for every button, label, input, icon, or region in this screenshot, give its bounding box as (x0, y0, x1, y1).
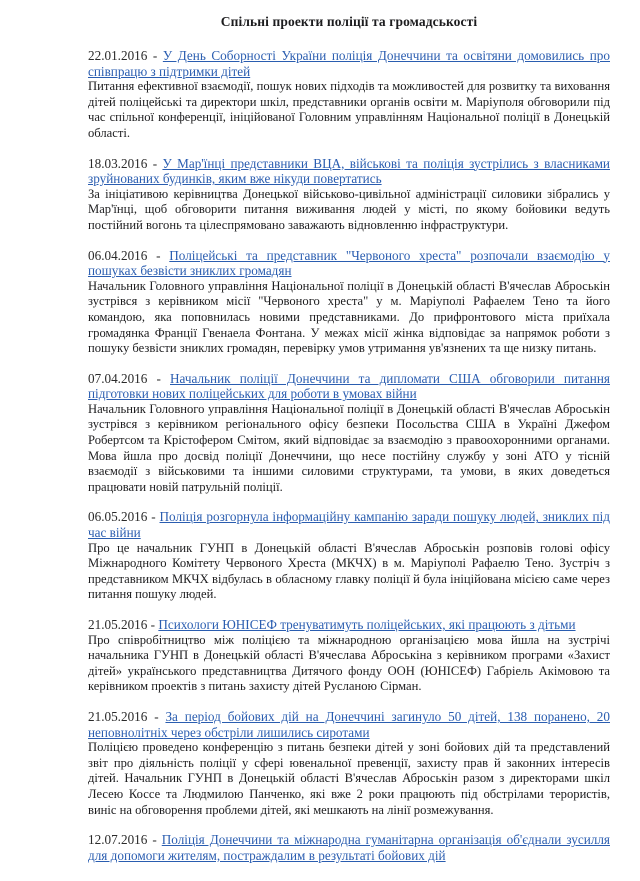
entry-link[interactable]: За період бойових дій на Донеччині загинуло 50 дітей, 138 поранено, 20 неповнолітніх через обстріли лишились сиротами (88, 708, 610, 740)
news-entry-3 (88, 248, 610, 357)
entry-link[interactable]: Поліцейські та представник "Червоного хреста" розпочали взаємодію у пошуках безвісти зниклих громадян (88, 247, 610, 279)
entry-date: 21.05.2016 (88, 708, 148, 724)
news-entry-8 (88, 832, 610, 863)
news-entry-7 (88, 709, 610, 818)
entry-link[interactable]: Психологи ЮНІСЕФ тренуватимуть поліцейських, які працюють з дітьми (158, 617, 576, 632)
news-entry-6 (88, 617, 610, 695)
entry-date: 06.05.2016 (88, 509, 148, 525)
entry-dash: - (147, 247, 170, 263)
entry-link[interactable]: У Мар'їнці представники ВЦА, військові та поліція зустрілись з власниками зруйнованих будинків, яким вже нікуди повертатись (88, 155, 610, 187)
entry-link[interactable]: Поліція Донеччини та міжнародна гуманітарна організація об'єднали зусилля для допомоги жителям, постраждалим в результаті бойових дій (88, 832, 610, 863)
news-entry-4 (88, 371, 610, 496)
entry-header (88, 509, 610, 540)
entry-dash: - (147, 155, 163, 171)
entry-header (88, 48, 610, 79)
entry-text: За ініціативою керівництва Донецької військово-цивільної адміністрації силовики зібрались у Мар'їнці, щоб обговорити питання виживання людей у місті, по якому бойовики ведуть постійний вогонь та цілеспрямовано заважають відновленню інфраструктури. (88, 186, 610, 232)
entry-date: 06.04.2016 (88, 247, 148, 263)
entry-header (88, 248, 610, 279)
entry-dash: - (147, 832, 162, 848)
entry-text: Начальник Головного управління Національної поліції в Донецькій області В'ячеслав Аброськін зустрівся з керівником регіонального офісу безпеки Посольства США в Україні Джефом Робертсом та Крістофером Смітом, який відповідає за взаємодію з правоохоронними органами. Мова йшла про досвід поліції Донеччини, що несе постійну службу у зоні АТО у тісній взаємодії з військовими та іншими силовими структурами, та умови, в яких доведеться працювати новій патрульній поліції. (88, 401, 610, 494)
entry-header (88, 617, 610, 633)
entry-date: 18.03.2016 (88, 155, 148, 171)
entry-dash: - (147, 48, 163, 63)
news-entry-1 (88, 48, 610, 142)
news-entry-2 (88, 156, 610, 234)
entry-dash: - (147, 370, 170, 386)
entry-header (88, 371, 610, 402)
news-entry-5 (88, 509, 610, 603)
entry-dash: - (147, 708, 166, 724)
entry-date: 22.01.2016 (88, 48, 148, 63)
entry-text: Про співробітництво між поліцією та міжнародною організацією мова йшла на зустрічі начальника ГУНП в Донецькій області В'ячеслава Аброськіна з керівником програми «Захист дітей» українського представництва Дитячого фонду ООН (ЮНІСЕФ) Габріель Акімовою та керівником проектів з питань захисту дітей Русланою Сірман. (88, 632, 610, 694)
page-title: Спільні проекти поліції та громадськості (220, 14, 478, 29)
entry-dash: - (147, 509, 160, 525)
entry-link[interactable]: У День Соборності України поліція Донеччини та освітяни домовились про співпрацю з підтримки дітей (88, 48, 610, 79)
entry-header (88, 156, 610, 187)
entry-text: Поліцією проведено конференцію з питань безпеки дітей у зоні бойових дій та представлений звіт про діяльність поліції у сфері ювенальної превенції, захисту прав й законних інтересів дітей. Начальник ГУНП в Донецькій області В'ячеслав Аброськін разом з директорами шкіл Лесею Коссе та Людмилою Панченко, які вже 2 роки працюють під обстрілами терористів, виніс на обговорення проблеми дітей, які мешкають на лінії розмежування. (88, 740, 610, 817)
entry-text: Про це начальник ГУНП в Донецькій області В'ячеслав Аброськін розповів голові офісу Міжнародного Комітету Червоного Хреста (МКЧХ) в м. Маріуполі Рафаелю Тено. Зустріч з представником МКЧХ відбулась в обласному главку поліції й була ініційована місією саме через питання пошуку людей. (88, 540, 610, 602)
entry-date: 12.07.2016 (88, 832, 148, 848)
entry-text: Питання ефективної взаємодії, пошук нових підходів та можливостей для розвитку та виховання дітей поліцейські та директори шкіл, представники органів освіти м. Маріуполя обговорили під час спільної конференції, ініційованої Головним управлінням Національної поліції в Донецькій області. (88, 79, 610, 140)
entry-dash: - (147, 617, 159, 632)
entry-header (88, 709, 610, 740)
entry-text: Начальник Головного управління Національної поліції в Донецькій області В'ячеслав Аброськін зустрівся з керівником місії "Червоного хреста" у м. Маріуполі Рафаелем Тено та його командою, яка поповнилась новими представниками. До прифронтового міста приїхала громадянка Франції Гвенаела Фонтана. У межах місії жінка відповідає за напрямок роботи з пошуку безвісти зниклих громадян, перевірку умов утримання ув'язнених та ще низку питань. (88, 278, 610, 356)
entry-link[interactable]: Поліція розгорнула інформаційну кампанію заради пошуку людей, зниклих під час війни (88, 509, 610, 541)
entry-link[interactable]: Начальник поліції Донеччини та дипломати США обговорили питання підготовки нових поліцейських для роботи в умовах війни (88, 370, 610, 402)
entry-date: 07.04.2016 (88, 370, 148, 386)
entry-date: 21.05.2016 (88, 617, 148, 632)
entry-header (88, 832, 610, 863)
